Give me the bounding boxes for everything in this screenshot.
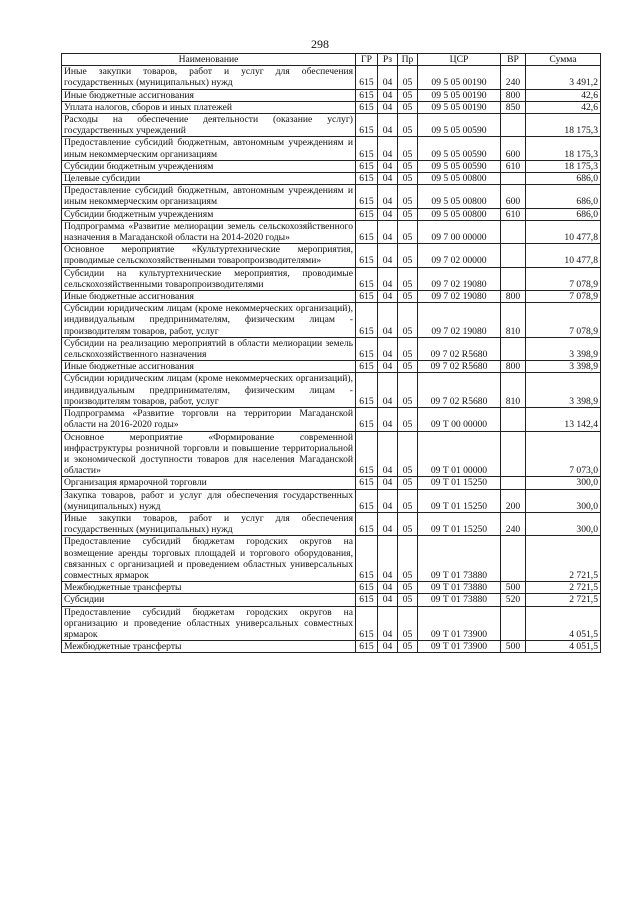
row-rz-cell: 04	[378, 594, 398, 606]
row-csr-cell: 09 Т 01 73900	[418, 641, 501, 653]
row-name-cell: Иные закупки товаров, работ и услуг для обеспечения государственных (муниципальных) нужд	[62, 66, 356, 89]
row-vr-cell	[501, 244, 526, 267]
row-vr-cell: 240	[501, 512, 526, 535]
row-csr-cell: 09 5 05 00800	[418, 173, 501, 185]
row-csr-cell: 09 7 02 19080	[418, 267, 501, 290]
table-row	[62, 431, 601, 477]
row-vr-cell	[501, 337, 526, 360]
row-sum-cell: 42,6	[526, 101, 601, 113]
row-name-cell: Целевые субсидии	[62, 173, 356, 185]
row-name-cell: Основное мероприятие «Культуртехнические мероприятия, проводимые сельскохозяйственными товаропроизводителями»	[62, 244, 356, 267]
row-vr-cell: 800	[501, 89, 526, 101]
row-vr-cell: 500	[501, 582, 526, 594]
row-pr-cell: 05	[398, 220, 418, 243]
row-name-cell: Предоставление субсидий бюджетным, автономным учреждениям и иным некоммерческим организациям	[62, 137, 356, 160]
row-vr-cell	[501, 431, 526, 477]
row-name-cell: Расходы на обеспечение деятельности (оказание услуг) государственных учреждений	[62, 114, 356, 137]
row-rz-cell: 04	[378, 373, 398, 408]
table-row	[62, 244, 601, 267]
row-pr-cell: 05	[398, 606, 418, 641]
row-name-cell: Основное мероприятие «Формирование современной инфраструктуры розничной торговли и повышение территориальной и экономической доступности товаров для населения Магаданской области»	[62, 431, 356, 477]
row-vr-cell: 800	[501, 361, 526, 373]
table-row	[62, 66, 601, 89]
row-sum-cell: 300,0	[526, 512, 601, 535]
table-row	[62, 89, 601, 101]
row-rz-cell: 04	[378, 137, 398, 160]
row-rz-cell: 04	[378, 220, 398, 243]
row-name-cell: Предоставление субсидий бюджетам городских округов на возмещение аренды торговых площадей и торгового оборудования, связанных с организацией и проведением областных универсальных совместных ярмарок	[62, 536, 356, 582]
row-gr-cell: 615	[356, 512, 378, 535]
row-sum-cell: 42,6	[526, 89, 601, 101]
row-csr-cell: 09 Т 01 73880	[418, 536, 501, 582]
row-csr-cell: 09 7 00 00000	[418, 220, 501, 243]
row-csr-cell: 09 Т 01 73880	[418, 594, 501, 606]
row-pr-cell: 05	[398, 361, 418, 373]
row-name-cell: Уплата налогов, сборов и иных платежей	[62, 101, 356, 113]
table-row	[62, 137, 601, 160]
row-vr-cell: 810	[501, 303, 526, 338]
row-sum-cell: 18 175,3	[526, 137, 601, 160]
row-vr-cell	[501, 536, 526, 582]
row-vr-cell: 810	[501, 373, 526, 408]
row-csr-cell: 09 5 05 00800	[418, 208, 501, 220]
table-row	[62, 641, 601, 653]
row-name-cell: Межбюджетные трансферты	[62, 582, 356, 594]
row-sum-cell: 7 078,9	[526, 303, 601, 338]
row-rz-cell: 04	[378, 303, 398, 338]
row-rz-cell: 04	[378, 512, 398, 535]
row-sum-cell: 7 078,9	[526, 291, 601, 303]
row-rz-cell: 04	[378, 431, 398, 477]
row-csr-cell: 09 5 05 00190	[418, 66, 501, 89]
row-gr-cell: 615	[356, 208, 378, 220]
table-row	[62, 173, 601, 185]
row-gr-cell: 615	[356, 489, 378, 512]
row-rz-cell: 04	[378, 337, 398, 360]
row-name-cell: Межбюджетные трансферты	[62, 641, 356, 653]
row-vr-cell: 850	[501, 101, 526, 113]
table-row	[62, 361, 601, 373]
table-row	[62, 536, 601, 582]
row-pr-cell: 05	[398, 137, 418, 160]
row-csr-cell: 09 Т 01 73880	[418, 582, 501, 594]
row-gr-cell: 615	[356, 303, 378, 338]
row-name-cell: Субсидии	[62, 594, 356, 606]
row-rz-cell: 04	[378, 361, 398, 373]
row-sum-cell: 686,0	[526, 208, 601, 220]
row-pr-cell: 05	[398, 101, 418, 113]
row-vr-cell	[501, 173, 526, 185]
row-sum-cell: 3 491,2	[526, 66, 601, 89]
table-body	[62, 66, 601, 653]
row-pr-cell: 05	[398, 303, 418, 338]
row-rz-cell: 04	[378, 291, 398, 303]
row-vr-cell: 200	[501, 489, 526, 512]
row-pr-cell: 05	[398, 373, 418, 408]
row-pr-cell: 05	[398, 267, 418, 290]
row-pr-cell: 05	[398, 641, 418, 653]
row-sum-cell: 13 142,4	[526, 408, 601, 431]
row-csr-cell: 09 7 02 R5680	[418, 361, 501, 373]
header-vr: ВР	[501, 54, 526, 66]
row-csr-cell: 09 Т 01 15250	[418, 512, 501, 535]
row-rz-cell: 04	[378, 408, 398, 431]
row-rz-cell: 04	[378, 582, 398, 594]
row-rz-cell: 04	[378, 185, 398, 208]
row-pr-cell: 05	[398, 594, 418, 606]
header-gr: ГР	[356, 54, 378, 66]
row-name-cell: Иные бюджетные ассигнования	[62, 361, 356, 373]
row-csr-cell: 09 7 02 00000	[418, 244, 501, 267]
row-vr-cell: 610	[501, 160, 526, 172]
row-gr-cell: 615	[356, 137, 378, 160]
row-vr-cell: 240	[501, 66, 526, 89]
row-rz-cell: 04	[378, 244, 398, 267]
row-pr-cell: 05	[398, 244, 418, 267]
row-name-cell: Предоставление субсидий бюджетам городских округов на организацию и проведение областных универсальных совместных ярмарок	[62, 606, 356, 641]
row-pr-cell: 05	[398, 160, 418, 172]
table-header-row	[62, 54, 601, 66]
row-pr-cell: 05	[398, 489, 418, 512]
row-rz-cell: 04	[378, 89, 398, 101]
row-pr-cell: 05	[398, 291, 418, 303]
row-gr-cell: 615	[356, 373, 378, 408]
row-pr-cell: 05	[398, 512, 418, 535]
table-row	[62, 489, 601, 512]
header-csr: ЦСР	[418, 54, 501, 66]
header-pr: Пр	[398, 54, 418, 66]
row-rz-cell: 04	[378, 208, 398, 220]
row-sum-cell: 2 721,5	[526, 536, 601, 582]
row-csr-cell: 09 7 02 R5680	[418, 373, 501, 408]
row-vr-cell	[501, 220, 526, 243]
row-gr-cell: 615	[356, 267, 378, 290]
row-csr-cell: 09 5 05 00800	[418, 185, 501, 208]
table-row	[62, 512, 601, 535]
row-rz-cell: 04	[378, 101, 398, 113]
row-vr-cell: 600	[501, 137, 526, 160]
table-row	[62, 291, 601, 303]
row-gr-cell: 615	[356, 641, 378, 653]
row-gr-cell: 615	[356, 160, 378, 172]
row-name-cell: Иные бюджетные ассигнования	[62, 291, 356, 303]
table-row	[62, 594, 601, 606]
row-vr-cell	[501, 477, 526, 489]
row-pr-cell: 05	[398, 582, 418, 594]
header-rz: Рз	[378, 54, 398, 66]
row-name-cell: Закупка товаров, работ и услуг для обеспечения государственных (муниципальных) нужд	[62, 489, 356, 512]
row-rz-cell: 04	[378, 114, 398, 137]
row-name-cell: Иные бюджетные ассигнования	[62, 89, 356, 101]
row-name-cell: Субсидии на культуртехнические мероприятия, проводимые сельскохозяйственными товаропроизводителями	[62, 267, 356, 290]
row-gr-cell: 615	[356, 185, 378, 208]
row-gr-cell: 615	[356, 89, 378, 101]
row-sum-cell: 4 051,5	[526, 641, 601, 653]
row-rz-cell: 04	[378, 477, 398, 489]
table-row	[62, 303, 601, 338]
row-csr-cell: 09 5 05 00190	[418, 101, 501, 113]
row-sum-cell: 3 398,9	[526, 337, 601, 360]
table-row	[62, 582, 601, 594]
row-pr-cell: 05	[398, 185, 418, 208]
row-pr-cell: 05	[398, 536, 418, 582]
row-pr-cell: 05	[398, 89, 418, 101]
row-sum-cell: 2 721,5	[526, 582, 601, 594]
row-name-cell: Организация ярмарочной торговли	[62, 477, 356, 489]
row-sum-cell: 2 721,5	[526, 594, 601, 606]
row-rz-cell: 04	[378, 66, 398, 89]
row-csr-cell: 09 5 05 00590	[418, 114, 501, 137]
row-sum-cell: 18 175,3	[526, 160, 601, 172]
row-csr-cell: 09 7 02 R5680	[418, 337, 501, 360]
row-name-cell: Иные закупки товаров, работ и услуг для обеспечения государственных (муниципальных) нужд	[62, 512, 356, 535]
row-gr-cell: 615	[356, 220, 378, 243]
row-gr-cell: 615	[356, 408, 378, 431]
row-vr-cell: 500	[501, 641, 526, 653]
row-sum-cell: 300,0	[526, 489, 601, 512]
row-csr-cell: 09 7 02 19080	[418, 303, 501, 338]
table-row	[62, 373, 601, 408]
table-row	[62, 114, 601, 137]
row-vr-cell	[501, 267, 526, 290]
row-csr-cell: 09 Т 01 73900	[418, 606, 501, 641]
table-row	[62, 477, 601, 489]
row-rz-cell: 04	[378, 267, 398, 290]
row-gr-cell: 615	[356, 291, 378, 303]
row-csr-cell: 09 5 05 00590	[418, 137, 501, 160]
row-pr-cell: 05	[398, 173, 418, 185]
row-csr-cell: 09 5 05 00190	[418, 89, 501, 101]
row-vr-cell: 800	[501, 291, 526, 303]
row-name-cell: Предоставление субсидий бюджетным, автономным учреждениям и иным некоммерческим организациям	[62, 185, 356, 208]
row-pr-cell: 05	[398, 408, 418, 431]
row-gr-cell: 615	[356, 66, 378, 89]
row-rz-cell: 04	[378, 606, 398, 641]
row-gr-cell: 615	[356, 536, 378, 582]
table-row	[62, 606, 601, 641]
table-row	[62, 101, 601, 113]
page-number: 298	[311, 37, 329, 51]
row-gr-cell: 615	[356, 477, 378, 489]
row-gr-cell: 615	[356, 582, 378, 594]
row-gr-cell: 615	[356, 114, 378, 137]
row-sum-cell: 686,0	[526, 173, 601, 185]
header-sum: Сумма	[526, 54, 601, 66]
row-csr-cell: 09 5 05 00590	[418, 160, 501, 172]
table-row	[62, 408, 601, 431]
row-vr-cell: 610	[501, 208, 526, 220]
row-vr-cell: 520	[501, 594, 526, 606]
row-pr-cell: 05	[398, 208, 418, 220]
row-sum-cell: 686,0	[526, 185, 601, 208]
row-sum-cell: 7 078,9	[526, 267, 601, 290]
row-gr-cell: 615	[356, 361, 378, 373]
row-name-cell: Субсидии юридическим лицам (кроме некоммерческих организаций), индивидуальным предпринимателям, физическим лицам - производителям товаров, работ, услуг	[62, 303, 356, 338]
table-row	[62, 267, 601, 290]
row-sum-cell: 300,0	[526, 477, 601, 489]
table-row	[62, 337, 601, 360]
budget-table	[61, 53, 601, 653]
row-name-cell: Субсидии бюджетным учреждениям	[62, 208, 356, 220]
row-sum-cell: 3 398,9	[526, 361, 601, 373]
row-rz-cell: 04	[378, 489, 398, 512]
row-sum-cell: 7 073,0	[526, 431, 601, 477]
row-vr-cell	[501, 114, 526, 137]
row-csr-cell: 09 Т 01 00000	[418, 431, 501, 477]
row-rz-cell: 04	[378, 173, 398, 185]
table-row	[62, 185, 601, 208]
row-gr-cell: 615	[356, 606, 378, 641]
row-rz-cell: 04	[378, 160, 398, 172]
row-gr-cell: 615	[356, 594, 378, 606]
table-row	[62, 220, 601, 243]
table-row	[62, 160, 601, 172]
row-vr-cell	[501, 408, 526, 431]
table-row	[62, 208, 601, 220]
row-sum-cell: 10 477,8	[526, 220, 601, 243]
row-name-cell: Субсидии юридическим лицам (кроме некоммерческих организаций), индивидуальным предпринимателям, физическим лицам - производителям товаров, работ, услуг	[62, 373, 356, 408]
row-csr-cell: 09 7 02 19080	[418, 291, 501, 303]
row-sum-cell: 3 398,9	[526, 373, 601, 408]
row-name-cell: Субсидии на реализацию мероприятий в области мелиорации земель сельскохозяйственного назначения	[62, 337, 356, 360]
row-pr-cell: 05	[398, 477, 418, 489]
row-csr-cell: 09 Т 01 15250	[418, 477, 501, 489]
row-sum-cell: 10 477,8	[526, 244, 601, 267]
row-pr-cell: 05	[398, 337, 418, 360]
row-csr-cell: 09 Т 01 15250	[418, 489, 501, 512]
row-pr-cell: 05	[398, 114, 418, 137]
row-csr-cell: 09 Т 00 00000	[418, 408, 501, 431]
row-rz-cell: 04	[378, 641, 398, 653]
row-gr-cell: 615	[356, 101, 378, 113]
row-name-cell: Подпрограмма «Развитие мелиорации земель сельскохозяйственного назначения в Магаданской области на 2014-2020 годы»	[62, 220, 356, 243]
row-sum-cell: 18 175,3	[526, 114, 601, 137]
row-gr-cell: 615	[356, 337, 378, 360]
row-vr-cell	[501, 606, 526, 641]
row-name-cell: Подпрограмма «Развитие торговли на территории Магаданской области на 2016-2020 годы»	[62, 408, 356, 431]
row-gr-cell: 615	[356, 431, 378, 477]
row-pr-cell: 05	[398, 431, 418, 477]
row-sum-cell: 4 051,5	[526, 606, 601, 641]
row-rz-cell: 04	[378, 536, 398, 582]
row-vr-cell: 600	[501, 185, 526, 208]
row-name-cell: Субсидии бюджетным учреждениям	[62, 160, 356, 172]
header-name: Наименование	[62, 54, 356, 66]
row-gr-cell: 615	[356, 244, 378, 267]
row-pr-cell: 05	[398, 66, 418, 89]
row-gr-cell: 615	[356, 173, 378, 185]
